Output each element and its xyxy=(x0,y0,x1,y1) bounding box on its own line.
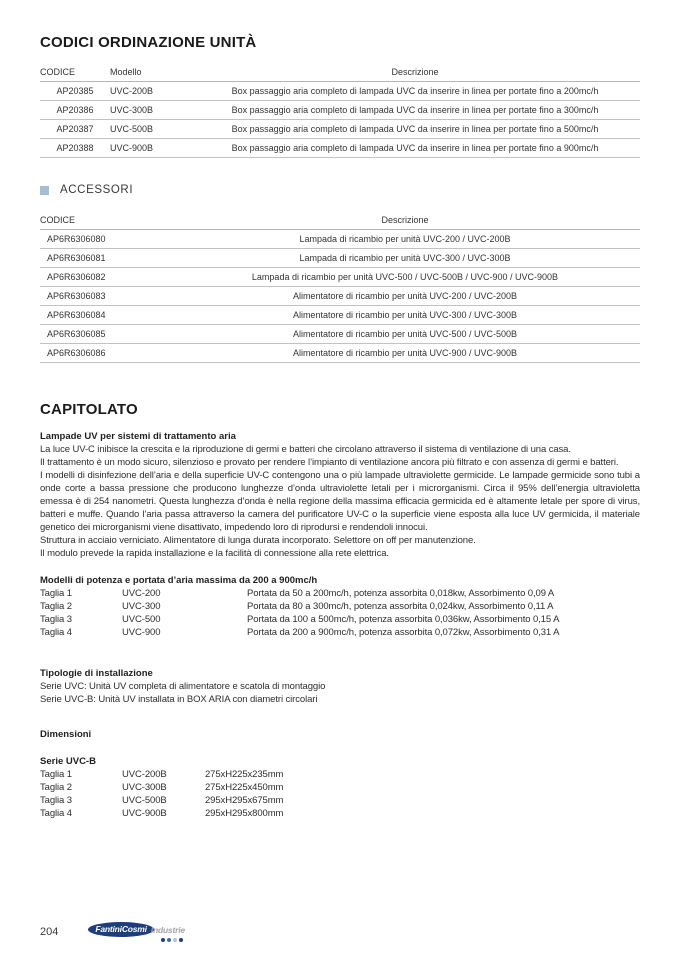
cell-codice: AP6R6306083 xyxy=(40,287,170,306)
table-row xyxy=(40,82,640,101)
table-row xyxy=(40,120,640,139)
page-footer xyxy=(40,922,185,942)
table-row xyxy=(40,139,640,158)
cell-codice: AP6R6306086 xyxy=(40,344,170,363)
dimension-taglia: Taglia 1 xyxy=(40,769,72,780)
cell-descrizione: Alimentatore di ricambio per unità UVC-500 / UVC-500B xyxy=(170,325,640,344)
subsection-heading-serie-uvcb: Serie UVC-B xyxy=(40,756,96,767)
model-taglia: Taglia 2 xyxy=(40,601,72,612)
section-heading-label: ACCESSORI xyxy=(60,184,134,196)
dimension-model: UVC-500B xyxy=(122,795,167,806)
cell-descrizione: Box passaggio aria completo di lampada UVC da inserire in linea per portate fino a 200mc/h xyxy=(190,82,640,101)
cell-codice: AP6R6306080 xyxy=(40,230,170,249)
subsection-heading-dimensioni: Dimensioni xyxy=(40,729,92,740)
dimension-taglia: Taglia 2 xyxy=(40,782,72,793)
logo-dot-icon xyxy=(179,938,183,942)
cell-codice: AP20387 xyxy=(40,120,110,139)
model-taglia: Taglia 3 xyxy=(40,614,72,625)
page-number: 204 xyxy=(40,926,59,938)
model-desc: Portata da 50 a 200mc/h, potenza assorbita 0,018kw, Assorbimento 0,09 A xyxy=(247,588,555,599)
cell-codice: AP20388 xyxy=(40,139,110,158)
column-header-codice: CODICE xyxy=(40,63,110,82)
table-row xyxy=(40,230,640,249)
dimension-size: 295xH295x800mm xyxy=(205,808,284,819)
subsection-heading-tipologie: Tipologie di installazione xyxy=(40,668,153,679)
model-row xyxy=(40,613,640,626)
logo-dot-icon xyxy=(161,938,165,942)
table-row xyxy=(40,249,640,268)
dimension-row xyxy=(40,768,640,781)
accessories-table xyxy=(40,211,640,363)
fantini-cosmi-logo xyxy=(88,922,185,942)
dimension-row xyxy=(40,794,640,807)
table-header-row xyxy=(40,63,640,82)
section-heading-accessori xyxy=(40,184,640,196)
paragraph: Struttura in acciaio verniciato. Alimentatore di lunga durata incorporato. Selettore on off per manutenzione. xyxy=(40,535,476,546)
cell-codice: AP20385 xyxy=(40,82,110,101)
cell-descrizione: Lampada di ricambio per unità UVC-300 / UVC-300B xyxy=(170,249,640,268)
cell-modello: UVC-300B xyxy=(110,101,190,120)
model-desc: Portata da 100 a 500mc/h, potenza assorbita 0,036kw, Assorbimento 0,15 A xyxy=(247,614,560,625)
dimension-model: UVC-300B xyxy=(122,782,167,793)
unit-codes-table xyxy=(40,63,640,158)
dimension-model: UVC-200B xyxy=(122,769,167,780)
dimension-model: UVC-900B xyxy=(122,808,167,819)
dimension-taglia: Taglia 3 xyxy=(40,795,72,806)
paragraph: Il modulo prevede la rapida installazione e la facilità di connessione alla rete elettrica. xyxy=(40,548,389,559)
dimension-row xyxy=(40,781,640,794)
model-taglia: Taglia 1 xyxy=(40,588,72,599)
model-row xyxy=(40,600,640,613)
logo-dot-icon xyxy=(173,938,177,942)
paragraph: I modelli di disinfezione dell’aria e della superficie UV-C contengono una o più lampade ultraviolette germicide. Le lampade germicide sono tubi a onde corte a bassa pressione che producono lunghezze d’onda ultraviolette letali per i microrganismi. Circa il 95% dell’energia ultravioletta emessa è di 254 nanometri. Questa lunghezza d’onda è nella regione della massima efficacia germicida ed è altamente letale per spore di virus, batteri e muffe. Quando l’aria passa attraverso la camera del purificatore UV-C o la superficie viene esposta alla luce UV germicida, il materiale genetico dei microrganismi viene disattivato, impedendo loro di riprodursi e rendendoli innocui. xyxy=(40,470,640,533)
model-row xyxy=(40,587,640,600)
logo-primary-text: FantiniCosmi xyxy=(88,922,153,937)
cell-descrizione: Lampada di ricambio per unità UVC-500 / UVC-500B / UVC-900 / UVC-900B xyxy=(170,268,640,287)
section-title-capitolato: CAPITOLATO xyxy=(40,401,138,418)
cell-codice: AP6R6306081 xyxy=(40,249,170,268)
cell-descrizione: Alimentatore di ricambio per unità UVC-300 / UVC-300B xyxy=(170,306,640,325)
table-row xyxy=(40,101,640,120)
logo-dot-icon xyxy=(167,938,171,942)
column-header-codice: CODICE xyxy=(40,211,170,230)
model-row xyxy=(40,626,640,639)
cell-codice: AP20386 xyxy=(40,101,110,120)
dimension-taglia: Taglia 4 xyxy=(40,808,72,819)
cell-descrizione: Box passaggio aria completo di lampada UVC da inserire in linea per portate fino a 500mc/h xyxy=(190,120,640,139)
logo-dots-icon xyxy=(161,938,183,942)
cell-codice: AP6R6306085 xyxy=(40,325,170,344)
paragraph: Serie UVC: Unità UV completa di alimentatore e scatola di montaggio xyxy=(40,681,326,692)
model-desc: Portata da 200 a 900mc/h, potenza assorbita 0,072kw, Assorbimento 0,31 A xyxy=(247,627,560,638)
cell-modello: UVC-200B xyxy=(110,82,190,101)
model-desc: Portata da 80 a 300mc/h, potenza assorbita 0,024kw, Assorbimento 0,11 A xyxy=(247,601,554,612)
page-title: CODICI ORDINAZIONE UNITÀ xyxy=(40,34,257,51)
dimension-size: 275xH225x235mm xyxy=(205,769,284,780)
table-row xyxy=(40,268,640,287)
table-header-row xyxy=(40,211,640,230)
cell-descrizione: Alimentatore di ricambio per unità UVC-900 / UVC-900B xyxy=(170,344,640,363)
paragraph: Il trattamento è un modo sicuro, silenzioso e provato per rendere l’impianto di ventilazione ancora più filtrato e con assenza di germi e batteri. xyxy=(40,457,619,468)
paragraph: Serie UVC-B: Unità UV installata in BOX ARIA con diametri circolari xyxy=(40,694,318,705)
table-row xyxy=(40,287,640,306)
subsection-heading-modelli: Modelli di potenza e portata d’aria massima da 200 a 900mc/h xyxy=(40,575,318,586)
logo-secondary-text: Industrie xyxy=(150,924,185,935)
dimension-size: 295xH295x675mm xyxy=(205,795,284,806)
table-row xyxy=(40,344,640,363)
model-name: UVC-200 xyxy=(122,588,161,599)
cell-descrizione: Lampada di ricambio per unità UVC-200 / UVC-200B xyxy=(170,230,640,249)
column-header-descrizione: Descrizione xyxy=(190,63,640,82)
column-header-descrizione: Descrizione xyxy=(170,211,640,230)
table-row xyxy=(40,306,640,325)
cell-modello: UVC-900B xyxy=(110,139,190,158)
model-name: UVC-300 xyxy=(122,601,161,612)
cell-descrizione: Alimentatore di ricambio per unità UVC-200 / UVC-200B xyxy=(170,287,640,306)
model-taglia: Taglia 4 xyxy=(40,627,72,638)
cell-codice: AP6R6306082 xyxy=(40,268,170,287)
paragraph: La luce UV-C inibisce la crescita e la riproduzione di germi e batteri che circolano attraverso il sistema di ventilazione di una casa. xyxy=(40,444,571,455)
column-header-modello: Modello xyxy=(110,63,190,82)
cell-descrizione: Box passaggio aria completo di lampada UVC da inserire in linea per portate fino a 300mc/h xyxy=(190,101,640,120)
model-name: UVC-900 xyxy=(122,627,161,638)
dimension-size: 275xH225x450mm xyxy=(205,782,284,793)
dimension-row xyxy=(40,807,640,820)
table-row xyxy=(40,325,640,344)
subsection-heading-lampade: Lampade UV per sistemi di trattamento aria xyxy=(40,431,236,442)
cell-descrizione: Box passaggio aria completo di lampada UVC da inserire in linea per portate fino a 900mc/h xyxy=(190,139,640,158)
cell-modello: UVC-500B xyxy=(110,120,190,139)
cell-codice: AP6R6306084 xyxy=(40,306,170,325)
square-bullet-icon xyxy=(40,186,49,195)
model-name: UVC-500 xyxy=(122,614,161,625)
